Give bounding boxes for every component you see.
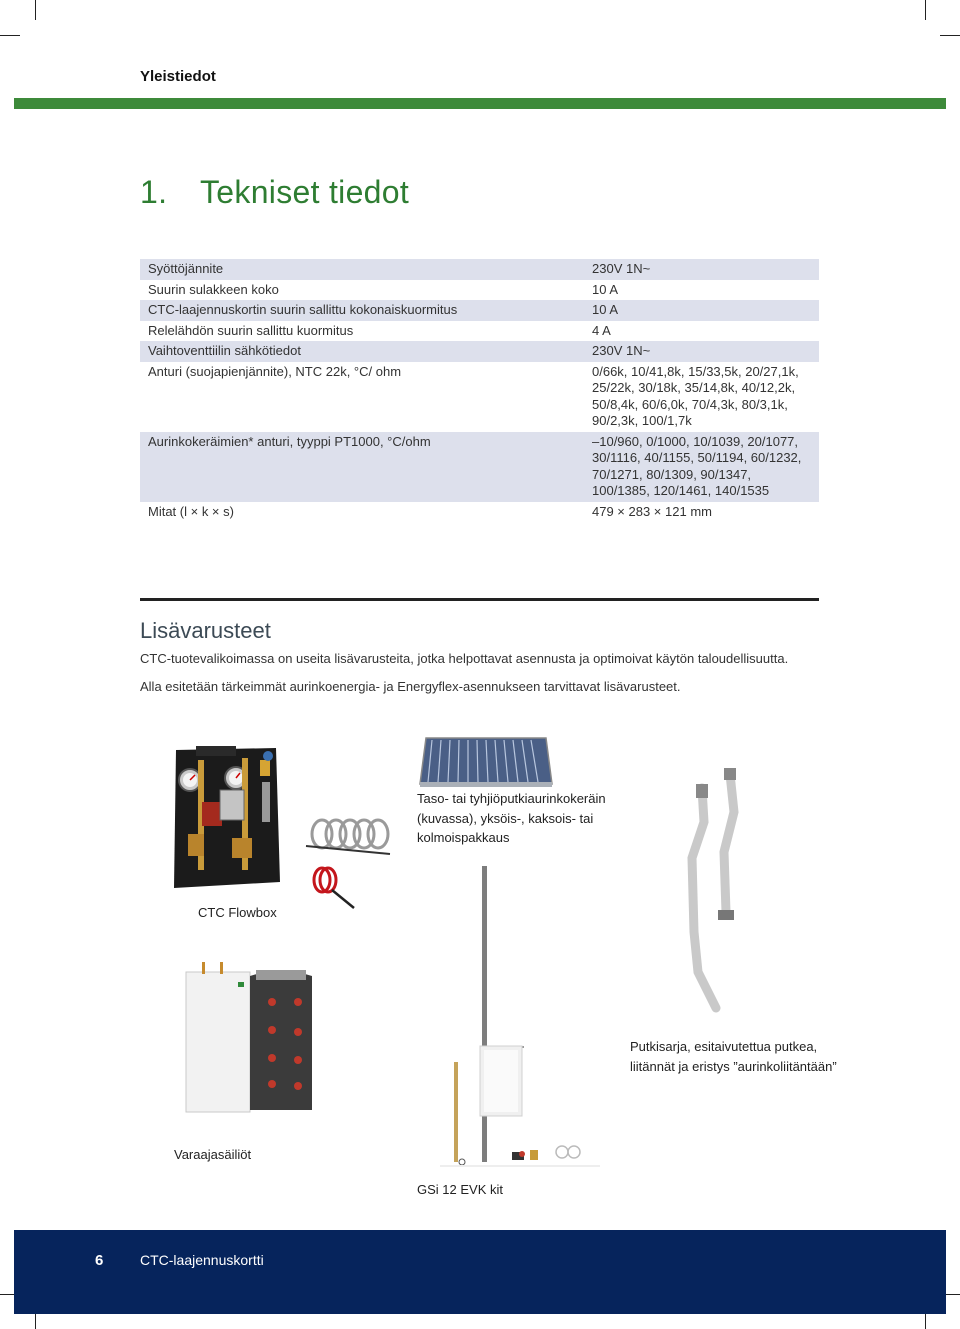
collector-caption [417, 789, 606, 848]
table-row [140, 259, 819, 280]
spec-value: 479 × 283 × 121 mm [592, 503, 712, 519]
table-row [140, 502, 819, 523]
spec-value: 230V 1N~ [584, 341, 819, 362]
gsi-kit-image [440, 866, 600, 1172]
spec-label: Aurinkokeräimien* anturi, tyyppi PT1000, °C/ohm [140, 432, 584, 502]
spec-value: 4 A [592, 322, 611, 338]
title-text: Tekniset tiedot [200, 174, 410, 210]
spec-value: 10 A [584, 300, 819, 321]
page-title [140, 174, 409, 211]
footer-title: CTC-laajennuskortti [140, 1252, 264, 1268]
flowbox-image [168, 742, 288, 894]
spec-value: 230V 1N~ [584, 259, 819, 280]
table-row [140, 300, 819, 321]
accessories-intro: CTC-tuotevalikoimassa on useita lisävarusteita, jotka helpottavat asennusta ja optimoivat käytön taloudellisuutta. [140, 651, 789, 666]
table-row [140, 341, 819, 362]
spec-label: Vaihtoventtiilin sähkötiedot [140, 341, 584, 362]
accessories-intro: Alla esitetään tärkeimmät aurinkoenergia- ja Energyflex-asennukseen tarvittavat lisävarusteet. [140, 679, 681, 694]
page-number: 6 [95, 1252, 104, 1269]
spec-value: –10/960, 0/1000, 10/1039, 20/1077, 30/1116, 40/1155, 50/1194, 60/1232, 70/1271, 80/1309, 90/1347, 100/1385, 120/1461, 140/1535 [584, 432, 819, 502]
header-rule [14, 98, 946, 109]
spec-label: CTC-laajennuskortin suurin sallittu kokonaiskuormitus [140, 300, 584, 321]
spec-label: Mitat (l × k × s) [148, 503, 234, 519]
spec-value: 10 A [592, 281, 619, 297]
accessories-heading: Lisävarusteet [140, 618, 271, 643]
tanks-caption: Varaajasäiliöt [174, 1147, 252, 1162]
title-number: 1. [140, 174, 168, 210]
flowbox-caption: CTC Flowbox [198, 905, 277, 920]
spec-value: 0/66k, 10/41,8k, 15/33,5k, 20/27,1k, 25/22k, 30/18k, 35/14,8k, 40/12,2k, 50/8,4k, 60/6,0k, 70/4,3k, 80/3,1k, 90/2,3k, 100/1,7k [592, 363, 799, 428]
pipes-caption [630, 1037, 837, 1076]
crop-mark [940, 35, 960, 36]
tanks-image [180, 960, 320, 1120]
spec-label: Syöttöjännite [140, 259, 584, 280]
crop-mark [0, 35, 20, 36]
collector-caption-line: Taso- tai tyhjiöputkiaurinkokeräin [417, 791, 606, 806]
collector-caption-line: (kuvassa), yksöis-, kaksois- tai [417, 810, 594, 826]
pipes-caption-line: liitännät ja eristys ”aurinkoliitäntään” [630, 1058, 837, 1074]
crop-mark [925, 0, 926, 20]
gsi-caption: GSi 12 EVK kit [417, 1182, 503, 1197]
cable-coil-image [302, 812, 392, 912]
spec-label: Relelähdön suurin sallittu kuormitus [148, 322, 354, 338]
specs-table [140, 259, 819, 522]
table-row [140, 280, 819, 301]
table-row [140, 321, 819, 342]
spec-label: Suurin sulakkeen koko [148, 281, 279, 297]
pipe-set-image [680, 762, 750, 1020]
section-divider [140, 598, 819, 601]
spec-label: Anturi (suojapienjännite), NTC 22k, °C/ ohm [148, 363, 402, 379]
solar-collector-image [418, 736, 553, 796]
crop-mark [35, 0, 36, 20]
page-footer [14, 1230, 946, 1314]
section-label: Yleistiedot [140, 68, 216, 85]
table-row [140, 432, 819, 502]
collector-caption-line: kolmoispakkaus [417, 830, 510, 845]
pipes-caption-line: Putkisarja, esitaivutettua putkea, [630, 1039, 818, 1054]
table-row [140, 362, 819, 432]
